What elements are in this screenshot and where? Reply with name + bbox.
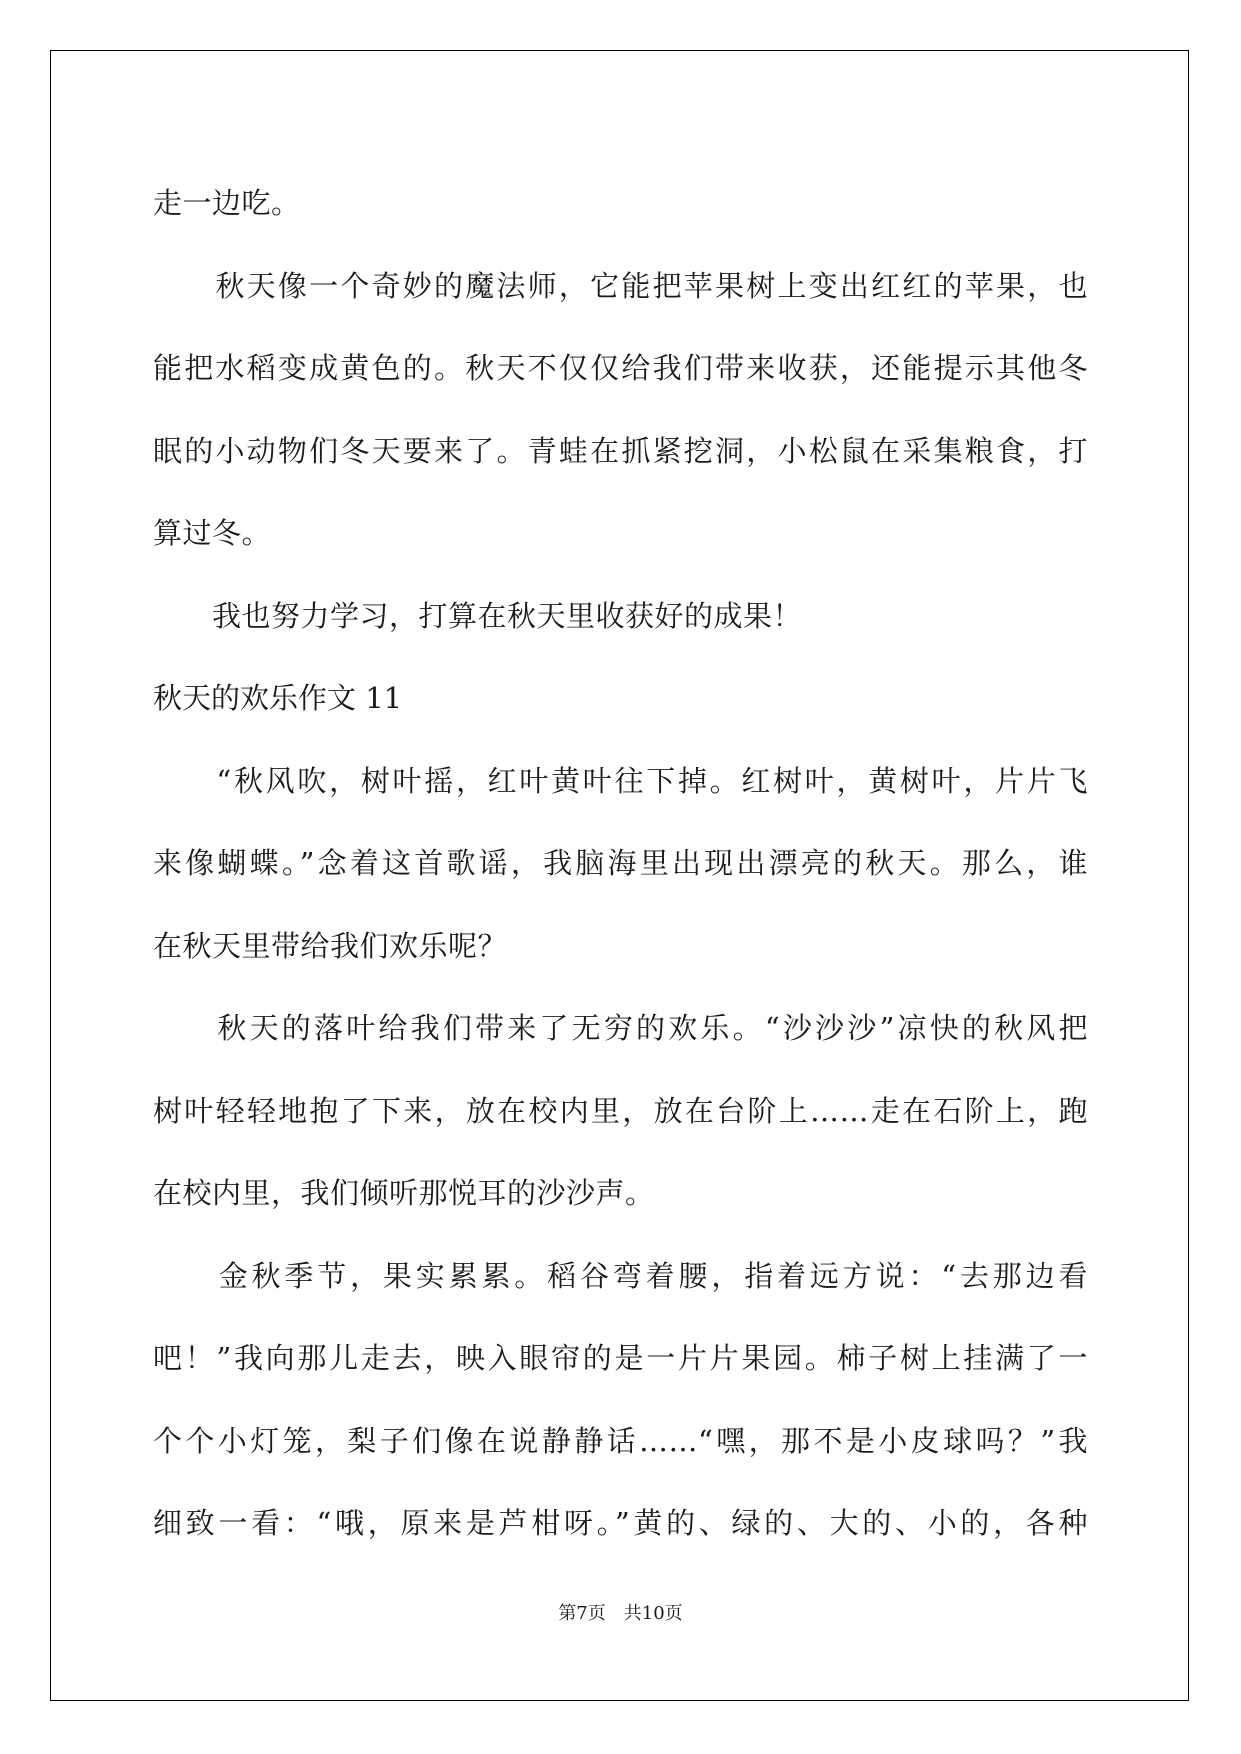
- page-number-footer: 第7页 共10页: [558, 1603, 683, 1624]
- text-line: 秋天像一个奇妙的魔法师，它能把苹果树上变出红红的苹果，也: [153, 268, 1088, 303]
- section-heading: 秋天的欢乐作文 11: [153, 681, 403, 715]
- text-line: 个个小灯笼，梨子们像在说静静话……“嘿，那不是小皮球吗？”我: [153, 1423, 1088, 1458]
- text-line: 树叶轻轻地抱了下来，放在校内里，放在台阶上……走在石阶上，跑: [153, 1093, 1088, 1128]
- text-line: 在秋天里带给我们欢乐呢？: [153, 928, 508, 963]
- text-line: 细致一看：“哦，原来是芦柑呀。”黄的、绿的、大的、小的，各种: [153, 1506, 1088, 1540]
- text-line: 能把水稻变成黄色的。秋天不仅仅给我们带来收获，还能提示其他冬: [153, 351, 1088, 385]
- text-line: 我也努力学习，打算在秋天里收获好的成果！: [153, 598, 803, 633]
- text-line: 在校内里，我们倾听那悦耳的沙沙声。: [153, 1176, 655, 1210]
- document-body: [153, 162, 1088, 1565]
- text-line: 来像蝴蝶。”念着这首歌谣，我脑海里出现出漂亮的秋天。那么，谁: [153, 846, 1088, 880]
- text-line: “秋风吹，树叶摇，红叶黄叶往下掉。红树叶，黄树叶，片片飞: [153, 763, 1088, 798]
- text-line: 算过冬。: [153, 516, 272, 550]
- text-line: 吧！”我向那儿走去，映入眼帘的是一片片果园。柿子树上挂满了一: [153, 1341, 1088, 1375]
- text-line: 走一边吃。: [153, 186, 301, 220]
- text-line: 金秋季节，果实累累。稻谷弯着腰，指着远方说：“去那边看: [153, 1258, 1088, 1293]
- text-line: 秋天的落叶给我们带来了无穷的欢乐。“沙沙沙”凉快的秋风把: [153, 1011, 1088, 1045]
- text-line: 眠的小动物们冬天要来了。青蛙在抓紧挖洞，小松鼠在采集粮食，打: [153, 433, 1088, 468]
